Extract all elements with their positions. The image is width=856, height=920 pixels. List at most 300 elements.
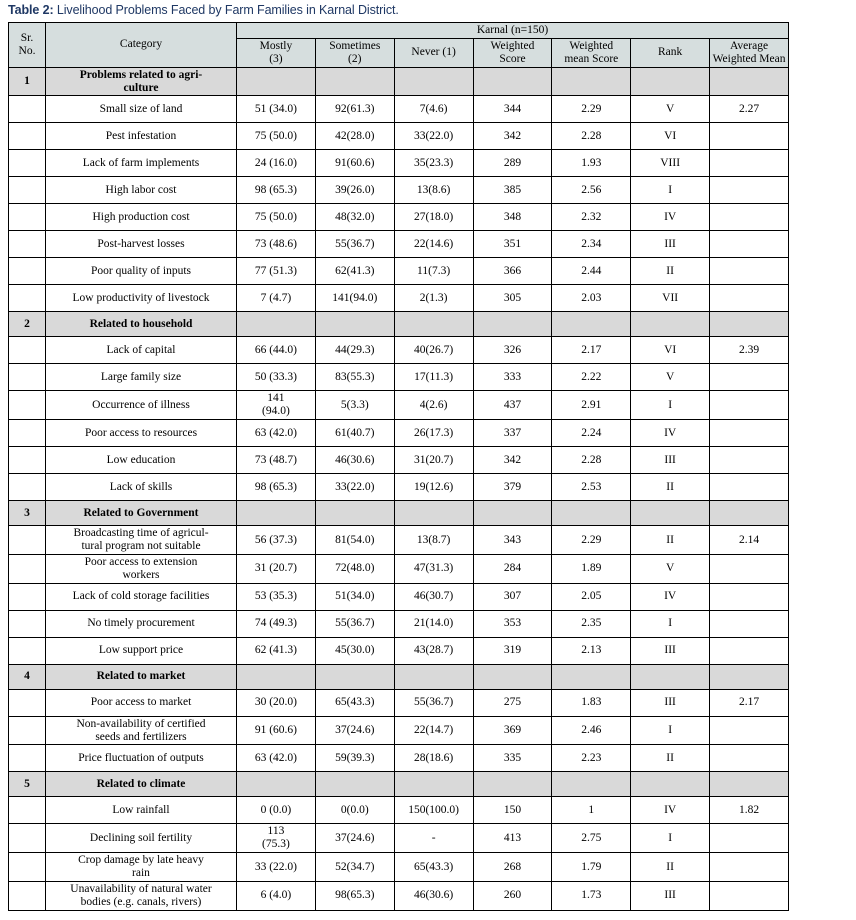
table-row xyxy=(9,420,789,447)
section-empty-cell xyxy=(552,67,631,96)
cell-mostly: 73 (48.7) xyxy=(237,447,316,474)
table-head xyxy=(9,23,789,68)
table-row xyxy=(9,689,789,716)
row-sr-no-blank xyxy=(9,824,46,853)
cell-mostly: 91 (60.6) xyxy=(237,716,316,745)
cell-weighted-mean-score: 2.53 xyxy=(552,474,631,501)
cell-mostly: 33 (22.0) xyxy=(237,853,316,882)
row-sr-no-blank xyxy=(9,583,46,610)
cell-sometimes: 45(30.0) xyxy=(315,637,394,664)
cell-weighted-mean-score: 2.32 xyxy=(552,204,631,231)
row-sr-no-blank xyxy=(9,716,46,745)
table-row xyxy=(9,797,789,824)
section-empty-cell xyxy=(631,312,710,337)
row-sr-no-blank xyxy=(9,637,46,664)
section-header-row xyxy=(9,67,789,96)
table-row xyxy=(9,123,789,150)
cell-weighted-mean-score: 1.93 xyxy=(552,150,631,177)
cell-weighted-mean-score: 2.13 xyxy=(552,637,631,664)
section-empty-cell xyxy=(473,772,552,797)
section-empty-cell xyxy=(315,67,394,96)
cell-rank: V xyxy=(631,364,710,391)
cell-never: 35(23.3) xyxy=(394,150,473,177)
cell-weighted-mean-score: 2.17 xyxy=(552,337,631,364)
cell-sometimes: 81(54.0) xyxy=(315,526,394,555)
cell-weighted-score: 366 xyxy=(473,258,552,285)
livelihood-problems-table xyxy=(8,22,789,911)
table-row xyxy=(9,583,789,610)
section-empty-cell xyxy=(631,501,710,526)
cell-weighted-score: 326 xyxy=(473,337,552,364)
cell-weighted-score: 343 xyxy=(473,526,552,555)
row-category: Lack of farm implements xyxy=(46,150,237,177)
cell-mostly: 24 (16.0) xyxy=(237,150,316,177)
row-sr-no-blank xyxy=(9,364,46,391)
row-category: Poor access to resources xyxy=(46,420,237,447)
cell-weighted-mean-score: 1.89 xyxy=(552,554,631,583)
section-empty-cell xyxy=(315,664,394,689)
section-sr-no: 1 xyxy=(9,67,46,96)
cell-never: 31(20.7) xyxy=(394,447,473,474)
cell-weighted-mean-score: 1.83 xyxy=(552,689,631,716)
section-header-row xyxy=(9,664,789,689)
cell-weighted-score: 437 xyxy=(473,391,552,420)
section-empty-cell xyxy=(631,772,710,797)
cell-weighted-score: 289 xyxy=(473,150,552,177)
cell-weighted-score: 150 xyxy=(473,797,552,824)
cell-mostly: 74 (49.3) xyxy=(237,610,316,637)
section-header-row xyxy=(9,312,789,337)
section-empty-cell xyxy=(710,664,789,689)
row-sr-no-blank xyxy=(9,745,46,772)
cell-rank: III xyxy=(631,689,710,716)
cell-average-weighted-mean xyxy=(710,583,789,610)
cell-never: 21(14.0) xyxy=(394,610,473,637)
cell-sometimes: 46(30.6) xyxy=(315,447,394,474)
section-empty-cell xyxy=(552,312,631,337)
cell-weighted-score: 353 xyxy=(473,610,552,637)
row-category: Poor access to market xyxy=(46,689,237,716)
cell-sometimes: 65(43.3) xyxy=(315,689,394,716)
table-row xyxy=(9,526,789,555)
cell-rank: I xyxy=(631,716,710,745)
cell-average-weighted-mean xyxy=(710,420,789,447)
table-row xyxy=(9,391,789,420)
cell-weighted-mean-score: 1.79 xyxy=(552,853,631,882)
table-row xyxy=(9,204,789,231)
cell-mostly: 7 (4.7) xyxy=(237,285,316,312)
header-sr-no: Sr. No. xyxy=(9,23,46,68)
cell-sometimes: 83(55.3) xyxy=(315,364,394,391)
row-category: Lack of skills xyxy=(46,474,237,501)
cell-average-weighted-mean xyxy=(710,177,789,204)
section-empty-cell xyxy=(473,664,552,689)
cell-sometimes: 44(29.3) xyxy=(315,337,394,364)
cell-weighted-score: 335 xyxy=(473,745,552,772)
cell-weighted-mean-score: 2.05 xyxy=(552,583,631,610)
cell-mostly: 75 (50.0) xyxy=(237,123,316,150)
cell-rank: VI xyxy=(631,123,710,150)
header-mostly: Mostly (3) xyxy=(237,38,316,67)
cell-average-weighted-mean: 2.14 xyxy=(710,526,789,555)
header-average-weighted-mean: Average Weighted Mean xyxy=(710,38,789,67)
cell-rank: II xyxy=(631,853,710,882)
cell-average-weighted-mean xyxy=(710,853,789,882)
row-category: Price fluctuation of outputs xyxy=(46,745,237,772)
row-sr-no-blank xyxy=(9,881,46,910)
cell-weighted-mean-score: 2.75 xyxy=(552,824,631,853)
header-row-top xyxy=(9,23,789,39)
cell-weighted-score: 344 xyxy=(473,96,552,123)
cell-never: 22(14.7) xyxy=(394,716,473,745)
cell-sometimes: 59(39.3) xyxy=(315,745,394,772)
cell-weighted-score: 275 xyxy=(473,689,552,716)
cell-average-weighted-mean xyxy=(710,204,789,231)
cell-average-weighted-mean xyxy=(710,824,789,853)
table-row xyxy=(9,637,789,664)
section-empty-cell xyxy=(237,67,316,96)
cell-mostly: 30 (20.0) xyxy=(237,689,316,716)
section-empty-cell xyxy=(315,312,394,337)
cell-never: - xyxy=(394,824,473,853)
cell-mostly: 51 (34.0) xyxy=(237,96,316,123)
row-category: Lack of capital xyxy=(46,337,237,364)
cell-never: 22(14.6) xyxy=(394,231,473,258)
section-empty-cell xyxy=(631,67,710,96)
section-empty-cell xyxy=(710,67,789,96)
cell-rank: V xyxy=(631,96,710,123)
cell-sometimes: 51(34.0) xyxy=(315,583,394,610)
cell-average-weighted-mean xyxy=(710,554,789,583)
cell-average-weighted-mean xyxy=(710,285,789,312)
section-sr-no: 5 xyxy=(9,772,46,797)
header-weighted-score: Weighted Score xyxy=(473,38,552,67)
row-category: Low productivity of livestock xyxy=(46,285,237,312)
cell-weighted-score: 260 xyxy=(473,881,552,910)
cell-mostly: 6 (4.0) xyxy=(237,881,316,910)
cell-average-weighted-mean: 1.82 xyxy=(710,797,789,824)
section-title: Related to Government xyxy=(46,501,237,526)
cell-rank: III xyxy=(631,637,710,664)
section-empty-cell xyxy=(710,772,789,797)
cell-rank: V xyxy=(631,554,710,583)
cell-weighted-score: 337 xyxy=(473,420,552,447)
cell-never: 150(100.0) xyxy=(394,797,473,824)
cell-weighted-mean-score: 2.22 xyxy=(552,364,631,391)
cell-sometimes: 48(32.0) xyxy=(315,204,394,231)
section-empty-cell xyxy=(473,67,552,96)
row-category: Large family size xyxy=(46,364,237,391)
table-row xyxy=(9,447,789,474)
cell-average-weighted-mean xyxy=(710,610,789,637)
table-row xyxy=(9,745,789,772)
cell-weighted-mean-score: 1 xyxy=(552,797,631,824)
table-row xyxy=(9,96,789,123)
section-empty-cell xyxy=(473,312,552,337)
row-category: Lack of cold storage facilities xyxy=(46,583,237,610)
row-category: Crop damage by late heavy rain xyxy=(46,853,237,882)
row-sr-no-blank xyxy=(9,526,46,555)
cell-mostly: 62 (41.3) xyxy=(237,637,316,664)
section-empty-cell xyxy=(237,501,316,526)
cell-weighted-score: 342 xyxy=(473,123,552,150)
cell-average-weighted-mean xyxy=(710,447,789,474)
cell-weighted-mean-score: 2.44 xyxy=(552,258,631,285)
cell-average-weighted-mean xyxy=(710,391,789,420)
cell-mostly: 75 (50.0) xyxy=(237,204,316,231)
header-rank: Rank xyxy=(631,38,710,67)
cell-average-weighted-mean xyxy=(710,716,789,745)
cell-mostly: 63 (42.0) xyxy=(237,420,316,447)
cell-rank: I xyxy=(631,610,710,637)
cell-average-weighted-mean xyxy=(710,474,789,501)
row-category: Non-availability of certified seeds and fertilizers xyxy=(46,716,237,745)
section-header-row xyxy=(9,501,789,526)
cell-weighted-mean-score: 2.56 xyxy=(552,177,631,204)
section-empty-cell xyxy=(631,664,710,689)
cell-never: 11(7.3) xyxy=(394,258,473,285)
header-category: Category xyxy=(46,23,237,68)
section-empty-cell xyxy=(552,501,631,526)
cell-mostly: 77 (51.3) xyxy=(237,258,316,285)
cell-never: 19(12.6) xyxy=(394,474,473,501)
section-empty-cell xyxy=(237,312,316,337)
row-category: High production cost xyxy=(46,204,237,231)
table-row xyxy=(9,716,789,745)
row-sr-no-blank xyxy=(9,285,46,312)
row-sr-no-blank xyxy=(9,447,46,474)
cell-mostly: 73 (48.6) xyxy=(237,231,316,258)
row-sr-no-blank xyxy=(9,797,46,824)
row-category: Low rainfall xyxy=(46,797,237,824)
row-category: Unavailability of natural water bodies (e.g. canals, rivers) xyxy=(46,881,237,910)
table-row xyxy=(9,150,789,177)
row-sr-no-blank xyxy=(9,258,46,285)
row-category: Pest infestation xyxy=(46,123,237,150)
cell-mostly: 66 (44.0) xyxy=(237,337,316,364)
cell-never: 43(28.7) xyxy=(394,637,473,664)
section-empty-cell xyxy=(394,501,473,526)
cell-never: 33(22.0) xyxy=(394,123,473,150)
row-sr-no-blank xyxy=(9,123,46,150)
cell-weighted-score: 379 xyxy=(473,474,552,501)
row-category: Low education xyxy=(46,447,237,474)
row-sr-no-blank xyxy=(9,420,46,447)
table-row xyxy=(9,881,789,910)
section-sr-no: 2 xyxy=(9,312,46,337)
section-empty-cell xyxy=(315,772,394,797)
row-category: Small size of land xyxy=(46,96,237,123)
cell-never: 7(4.6) xyxy=(394,96,473,123)
row-category: Broadcasting time of agricul- tural program not suitable xyxy=(46,526,237,555)
cell-weighted-mean-score: 2.23 xyxy=(552,745,631,772)
cell-mostly: 53 (35.3) xyxy=(237,583,316,610)
cell-average-weighted-mean xyxy=(710,123,789,150)
table-row xyxy=(9,554,789,583)
section-empty-cell xyxy=(473,501,552,526)
table-body xyxy=(9,67,789,910)
section-title: Related to climate xyxy=(46,772,237,797)
cell-weighted-score: 348 xyxy=(473,204,552,231)
cell-average-weighted-mean xyxy=(710,881,789,910)
cell-sometimes: 72(48.0) xyxy=(315,554,394,583)
cell-sometimes: 91(60.6) xyxy=(315,150,394,177)
cell-sometimes: 61(40.7) xyxy=(315,420,394,447)
cell-weighted-score: 319 xyxy=(473,637,552,664)
cell-never: 46(30.7) xyxy=(394,583,473,610)
section-empty-cell xyxy=(394,772,473,797)
cell-mostly: 31 (20.7) xyxy=(237,554,316,583)
cell-weighted-mean-score: 2.29 xyxy=(552,526,631,555)
cell-never: 26(17.3) xyxy=(394,420,473,447)
cell-rank: III xyxy=(631,231,710,258)
row-category: No timely procurement xyxy=(46,610,237,637)
cell-weighted-score: 333 xyxy=(473,364,552,391)
cell-average-weighted-mean xyxy=(710,745,789,772)
section-empty-cell xyxy=(237,772,316,797)
cell-sometimes: 33(22.0) xyxy=(315,474,394,501)
cell-mostly: 63 (42.0) xyxy=(237,745,316,772)
cell-rank: IV xyxy=(631,797,710,824)
cell-never: 65(43.3) xyxy=(394,853,473,882)
cell-sometimes: 141(94.0) xyxy=(315,285,394,312)
row-sr-no-blank xyxy=(9,610,46,637)
section-empty-cell xyxy=(237,664,316,689)
cell-sometimes: 39(26.0) xyxy=(315,177,394,204)
cell-never: 13(8.7) xyxy=(394,526,473,555)
row-category: Post-harvest losses xyxy=(46,231,237,258)
cell-rank: I xyxy=(631,391,710,420)
cell-weighted-score: 284 xyxy=(473,554,552,583)
cell-sometimes: 55(36.7) xyxy=(315,231,394,258)
section-empty-cell xyxy=(394,664,473,689)
cell-rank: I xyxy=(631,824,710,853)
cell-weighted-score: 342 xyxy=(473,447,552,474)
cell-never: 28(18.6) xyxy=(394,745,473,772)
header-group-karnal: Karnal (n=150) xyxy=(237,23,789,39)
section-sr-no: 3 xyxy=(9,501,46,526)
cell-weighted-score: 369 xyxy=(473,716,552,745)
row-sr-no-blank xyxy=(9,204,46,231)
table-row xyxy=(9,231,789,258)
cell-rank: II xyxy=(631,745,710,772)
row-sr-no-blank xyxy=(9,337,46,364)
cell-sometimes: 98(65.3) xyxy=(315,881,394,910)
cell-rank: VIII xyxy=(631,150,710,177)
table-row xyxy=(9,610,789,637)
row-category: Occurrence of illness xyxy=(46,391,237,420)
table-row xyxy=(9,177,789,204)
row-category: Poor quality of inputs xyxy=(46,258,237,285)
table-row xyxy=(9,337,789,364)
cell-average-weighted-mean xyxy=(710,258,789,285)
cell-rank: IV xyxy=(631,583,710,610)
cell-rank: IV xyxy=(631,204,710,231)
cell-rank: I xyxy=(631,177,710,204)
header-weighted-mean-score: Weighted mean Score xyxy=(552,38,631,67)
cell-weighted-score: 351 xyxy=(473,231,552,258)
section-empty-cell xyxy=(315,501,394,526)
cell-weighted-mean-score: 2.03 xyxy=(552,285,631,312)
cell-weighted-score: 385 xyxy=(473,177,552,204)
cell-never: 55(36.7) xyxy=(394,689,473,716)
section-header-row xyxy=(9,772,789,797)
row-sr-no-blank xyxy=(9,474,46,501)
cell-sometimes: 37(24.6) xyxy=(315,824,394,853)
row-sr-no-blank xyxy=(9,689,46,716)
section-empty-cell xyxy=(394,312,473,337)
row-category: Declining soil fertility xyxy=(46,824,237,853)
cell-mostly: 50 (33.3) xyxy=(237,364,316,391)
cell-rank: IV xyxy=(631,420,710,447)
cell-mostly: 98 (65.3) xyxy=(237,177,316,204)
cell-never: 46(30.6) xyxy=(394,881,473,910)
cell-weighted-mean-score: 2.24 xyxy=(552,420,631,447)
cell-rank: III xyxy=(631,447,710,474)
cell-sometimes: 37(24.6) xyxy=(315,716,394,745)
row-sr-no-blank xyxy=(9,177,46,204)
cell-rank: II xyxy=(631,526,710,555)
table-row xyxy=(9,364,789,391)
cell-weighted-score: 268 xyxy=(473,853,552,882)
cell-mostly: 141 (94.0) xyxy=(237,391,316,420)
cell-rank: VI xyxy=(631,337,710,364)
cell-rank: III xyxy=(631,881,710,910)
cell-weighted-score: 305 xyxy=(473,285,552,312)
cell-rank: VII xyxy=(631,285,710,312)
section-empty-cell xyxy=(552,664,631,689)
cell-mostly: 113 (75.3) xyxy=(237,824,316,853)
cell-weighted-score: 413 xyxy=(473,824,552,853)
header-sometimes: Sometimes (2) xyxy=(315,38,394,67)
cell-sometimes: 92(61.3) xyxy=(315,96,394,123)
cell-weighted-score: 307 xyxy=(473,583,552,610)
row-category: Poor access to extension workers xyxy=(46,554,237,583)
cell-never: 40(26.7) xyxy=(394,337,473,364)
cell-weighted-mean-score: 1.73 xyxy=(552,881,631,910)
cell-mostly: 98 (65.3) xyxy=(237,474,316,501)
cell-never: 4(2.6) xyxy=(394,391,473,420)
row-category: Low support price xyxy=(46,637,237,664)
caption-text: Livelihood Problems Faced by Farm Families in Karnal District. xyxy=(53,3,399,17)
cell-never: 13(8.6) xyxy=(394,177,473,204)
section-title: Related to household xyxy=(46,312,237,337)
cell-average-weighted-mean: 2.39 xyxy=(710,337,789,364)
row-category: High labor cost xyxy=(46,177,237,204)
cell-average-weighted-mean: 2.17 xyxy=(710,689,789,716)
cell-average-weighted-mean xyxy=(710,231,789,258)
cell-weighted-mean-score: 2.28 xyxy=(552,447,631,474)
cell-never: 17(11.3) xyxy=(394,364,473,391)
cell-sometimes: 62(41.3) xyxy=(315,258,394,285)
cell-sometimes: 42(28.0) xyxy=(315,123,394,150)
cell-never: 2(1.3) xyxy=(394,285,473,312)
cell-average-weighted-mean: 2.27 xyxy=(710,96,789,123)
cell-weighted-mean-score: 2.46 xyxy=(552,716,631,745)
section-title: Problems related to agri- culture xyxy=(46,67,237,96)
table-caption xyxy=(8,3,399,17)
cell-rank: II xyxy=(631,474,710,501)
row-sr-no-blank xyxy=(9,231,46,258)
section-empty-cell xyxy=(710,312,789,337)
section-title: Related to market xyxy=(46,664,237,689)
cell-sometimes: 5(3.3) xyxy=(315,391,394,420)
cell-sometimes: 55(36.7) xyxy=(315,610,394,637)
cell-average-weighted-mean xyxy=(710,150,789,177)
table-row xyxy=(9,258,789,285)
cell-weighted-mean-score: 2.29 xyxy=(552,96,631,123)
cell-never: 27(18.0) xyxy=(394,204,473,231)
